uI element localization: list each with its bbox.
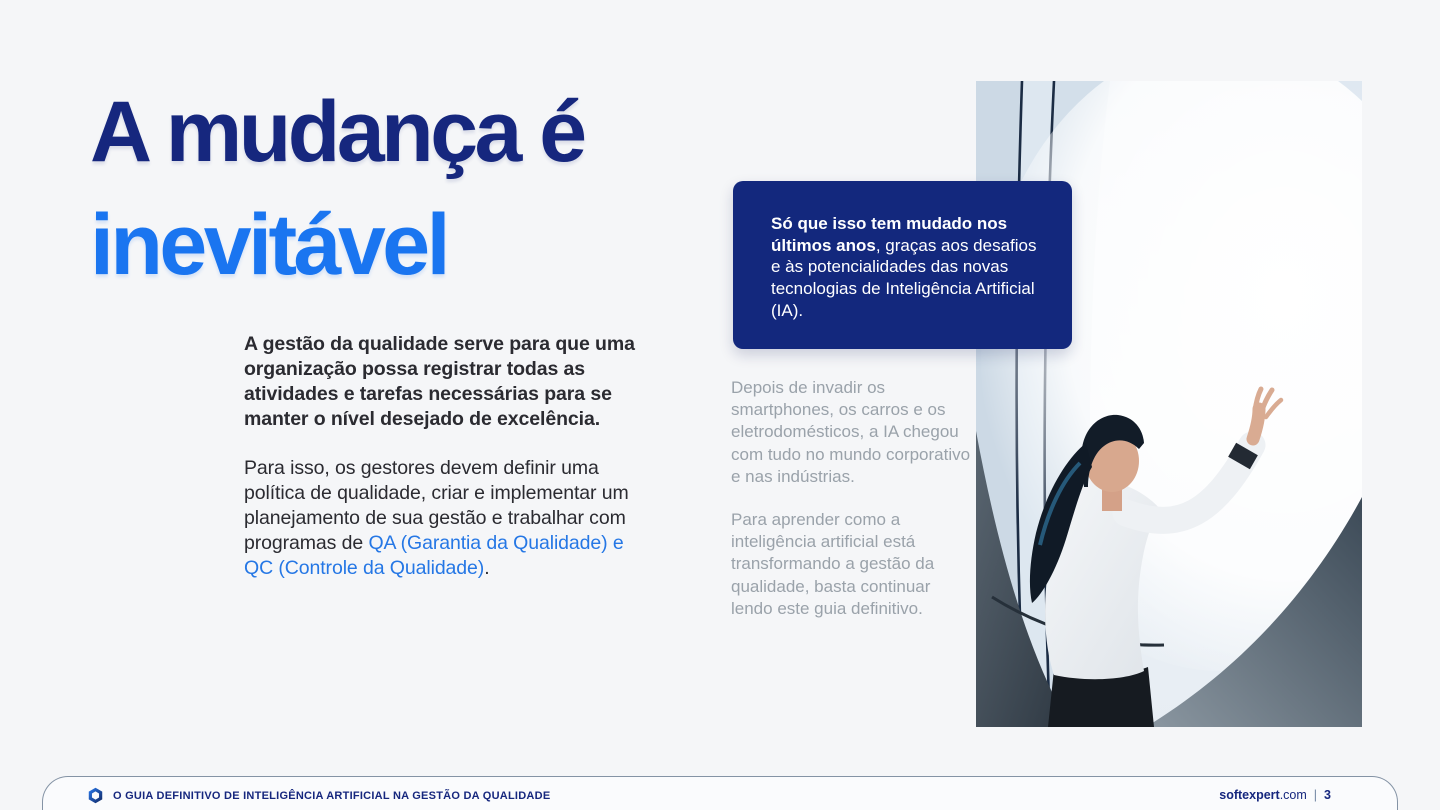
footer-left — [87, 787, 550, 804]
callout-text — [771, 213, 1042, 322]
qa-qc-link[interactable]: QA (Garantia da Qualidade) e QC (Controle da Qualidade) — [244, 532, 624, 579]
footer-site-suffix: .com — [1279, 788, 1307, 802]
woman-touching-round-window-photo — [976, 81, 1362, 727]
intro-text-block — [244, 332, 648, 581]
window-scene-illustration — [976, 81, 1362, 727]
intro-paragraph-bold: A gestão da qualidade serve para que uma organização possa registrar todas as atividades e tarefas necessárias para se manter o nível desejado de excelência. — [244, 333, 635, 430]
page-title-line1: A mudança é — [90, 84, 584, 180]
secondary-paragraph-2: Para aprender como a inteligência artificial está transformando a gestão da qualidade, basta continuar lendo este guia definitivo. — [731, 510, 935, 618]
intro-paragraph-regular-text: Para isso, os gestores devem definir uma política de qualidade, criar e implementar um planejamento de sua gestão e trabalhar com programas de — [244, 457, 629, 554]
page-title — [90, 76, 584, 302]
footer-separator: | — [1313, 788, 1318, 802]
intro-paragraph-period: . — [484, 557, 490, 579]
secondary-paragraph-1: Depois de invadir os smartphones, os carros e os eletrodomésticos, a IA chegou com tudo no mundo corporativo e nas indústrias. — [731, 378, 971, 486]
footer-doc-title: O GUIA DEFINITIVO DE INTELIGÊNCIA ARTIFICIAL NA GESTÃO DA QUALIDADE — [113, 789, 551, 802]
footer-right — [1219, 788, 1331, 802]
secondary-text-block — [731, 377, 973, 620]
softexpert-logo-icon — [87, 787, 104, 804]
footer-page-number: 3 — [1324, 788, 1331, 802]
callout-box — [733, 181, 1072, 349]
footer-bar — [42, 776, 1398, 810]
callout-bold-text: Só que isso tem mudado nos últimos anos — [771, 214, 1008, 255]
woman-wristband — [1239, 449, 1247, 463]
callout-regular-text: , graças aos desafios e às potencialidades das novas tecnologias de Inteligência Artificial (IA). — [771, 235, 1037, 320]
footer-site-bold: softexpert — [1219, 788, 1280, 802]
footer-site-url[interactable] — [1219, 788, 1307, 802]
woman-hand — [1253, 409, 1259, 439]
page-title-line2: inevitável — [90, 197, 447, 293]
intro-paragraph-regular — [244, 456, 648, 581]
